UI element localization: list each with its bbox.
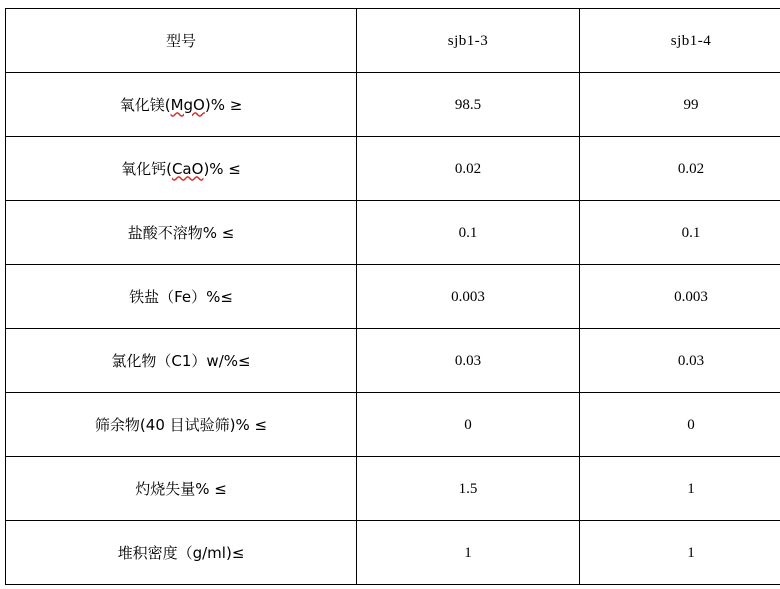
row-label-text-post: )% ≥ [204, 95, 243, 114]
cell-value: 0.02 [357, 137, 580, 201]
row-label-cao [6, 137, 357, 201]
cell-value: 98.5 [357, 73, 580, 137]
row-label-iron: 铁盐（Fe）%≤ [6, 265, 357, 329]
row-label-text-pre: 氧化镁( [119, 95, 171, 114]
cell-value: 0 [357, 393, 580, 457]
cell-value: 1 [580, 521, 780, 585]
column-header-sjb1-4: sjb1-4 [580, 9, 780, 73]
table-row [6, 329, 780, 393]
row-label-loss-on-ignition: 灼烧失量% ≤ [6, 457, 357, 521]
table-header-row [6, 9, 780, 73]
table-row [6, 201, 780, 265]
cell-value: 0.003 [580, 265, 780, 329]
cell-value: 0.003 [357, 265, 580, 329]
row-label-text-pre: 氧化钙( [121, 159, 172, 178]
cell-value: 1 [580, 457, 780, 521]
table-row [6, 457, 780, 521]
column-header-model: 型号 [6, 9, 357, 73]
table-row [6, 521, 780, 585]
cell-value: 0.02 [580, 137, 780, 201]
cell-value: 1 [357, 521, 580, 585]
table-row [6, 393, 780, 457]
table-row [6, 73, 780, 137]
row-label-sieve-residue: 筛余物(40 目试验筛)% ≤ [6, 393, 357, 457]
cell-value: 99 [580, 73, 780, 137]
cell-value: 0.1 [580, 201, 780, 265]
cell-value: 0.03 [580, 329, 780, 393]
column-header-sjb1-3: sjb1-3 [357, 9, 580, 73]
cell-value: 0 [580, 393, 780, 457]
specification-table [5, 8, 780, 585]
cell-value: 1.5 [357, 457, 580, 521]
row-label-acid-insoluble: 盐酸不溶物% ≤ [6, 201, 357, 265]
cell-value: 0.1 [357, 201, 580, 265]
table-row [6, 265, 780, 329]
cell-value: 0.03 [357, 329, 580, 393]
row-label-chloride: 氯化物（C1）w/%≤ [6, 329, 357, 393]
table-body [6, 9, 780, 585]
table-row [6, 137, 780, 201]
row-label-text-mark: CaO [171, 159, 204, 178]
row-label-text-mark: MgO [170, 95, 205, 114]
row-label-text-post: )% ≤ [203, 159, 241, 178]
row-label-bulk-density: 堆积密度（g/ml)≤ [6, 521, 357, 585]
row-label-mgo [6, 73, 357, 137]
